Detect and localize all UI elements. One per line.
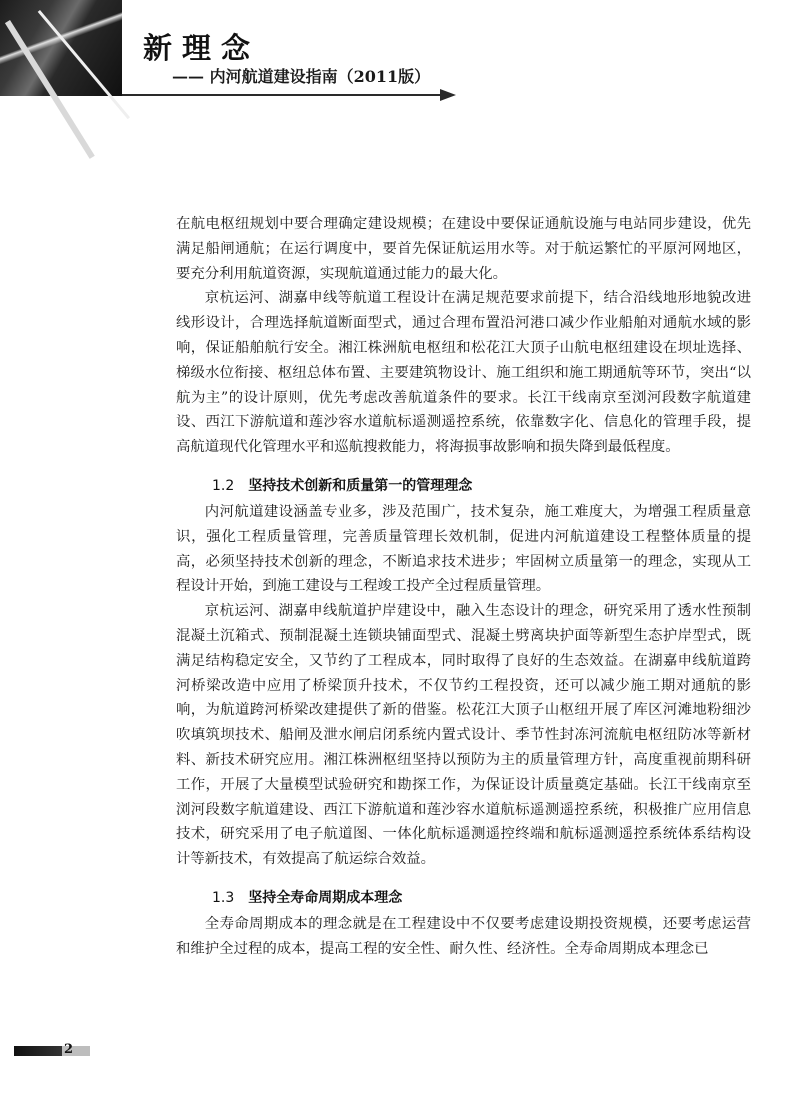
paragraph: 全寿命周期成本的理念就是在工程建设中不仅要考虑建设期投资规模，还要考虑运营和维护全过程的成本，提高工程的安全性、耐久性、经济性。全寿命周期成本理念已 <box>176 915 751 957</box>
paragraph: 京杭运河、湖嘉申线航道护岸建设中，融入生态设计的理念，研究采用了透水性预制混凝土沉箱式、预制混凝土连锁块铺面型式、混凝土劈离块护面等新型生态护岸型式，既满足结构稳定安全，又节约了工程成本，同时取得了良好的生态效益。在湖嘉申线航道跨河桥梁改造中应用了桥梁顶升技术，不仅节约工程投资，还可以减少施工期对通航的影响，为航道跨河桥梁改建提供了新的借鉴。松花江大顶子山枢纽开展了库区河滩地粉细沙吹填筑坝技术、船闸及泄水闸启闭系统内置式设计、季节性封冻河流航电枢纽防冰等新材料、新技术研究应用。湘江株洲枢纽坚持以预防为主的质量管理方针，高度重视前期科研工作，开展了大量模型试验研究和勘探工作，为保证设计质量奠定基础。长江干线南京至浏河段数字航道建设、西江下游航道和莲沙容水道航标遥测遥控系统，积极推广应用信息技术，研究采用了电子航道图、一体化航标遥测遥控终端和航标遥测遥控系统体系结构设计等新技术，有效提高了航运综合效益。 <box>176 603 751 868</box>
paragraph: 在航电枢纽规划中要合理确定建设规模；在建设中要保证通航设施与电站同步建设，优先满足船闸通航；在运行调度中，要首先保证航运用水等。对于航运繁忙的平原河网地区，要充分利用航道资源，实现航道通过能力的最大化。 <box>176 216 751 282</box>
paragraph: 京杭运河、湖嘉申线等航道工程设计在满足规范要求前提下，结合沿线地形地貌改进线形设计，合理选择航道断面型式，通过合理布置沿河港口减少作业船舶对通航水域的影响，保证船舶航行安全。湘江株洲航电枢纽和松花江大顶子山航电枢纽建设在坝址选择、梯级水位衔接、枢纽总体布置、主要建筑物设计、施工组织和施工期通航等环节，突出“以航为主”的设计原则，优先考虑改善航道条件的要求。长江干线南京至浏河段数字航道建设、西江下游航道和莲沙容水道航标遥测遥控系统，依靠数字化、信息化的管理手段，提高航道现代化管理水平和巡航搜救能力，将海损事故影响和损失降到最低程度。 <box>176 290 751 456</box>
book-title: 新理念 <box>143 31 261 65</box>
footer-bar <box>14 1046 62 1056</box>
header-photo-road <box>5 20 95 159</box>
section-title: 坚持技术创新和质量第一的管理理念 <box>248 477 473 494</box>
header-rule <box>122 94 442 96</box>
paragraph: 内河航道建设涵盖专业多，涉及范围广，技术复杂，施工难度大，为增强工程质量意识，强化工程质量管理，完善质量管理长效机制，促进内河航道建设工程整体质量的提高，必须坚持技术创新的理念，不断追求技术进步；牢固树立质量第一的理念，实现从工程设计开始，到施工建设与工程竣工投产全过程质量管理。 <box>176 503 751 595</box>
header-arrow-icon <box>440 89 456 101</box>
page-number: 2 <box>64 1042 74 1057</box>
section-heading-1-2 <box>176 475 751 497</box>
header-photo-road-2 <box>38 10 130 119</box>
section-number: 1.3 <box>212 889 235 906</box>
book-subtitle: —— 内河航道建设指南（2011版） <box>172 67 431 86</box>
page-body <box>176 212 751 962</box>
section-number: 1.2 <box>212 477 235 494</box>
header-photo <box>0 0 122 96</box>
section-title: 坚持全寿命周期成本理念 <box>248 889 403 906</box>
section-heading-1-3 <box>176 887 751 909</box>
